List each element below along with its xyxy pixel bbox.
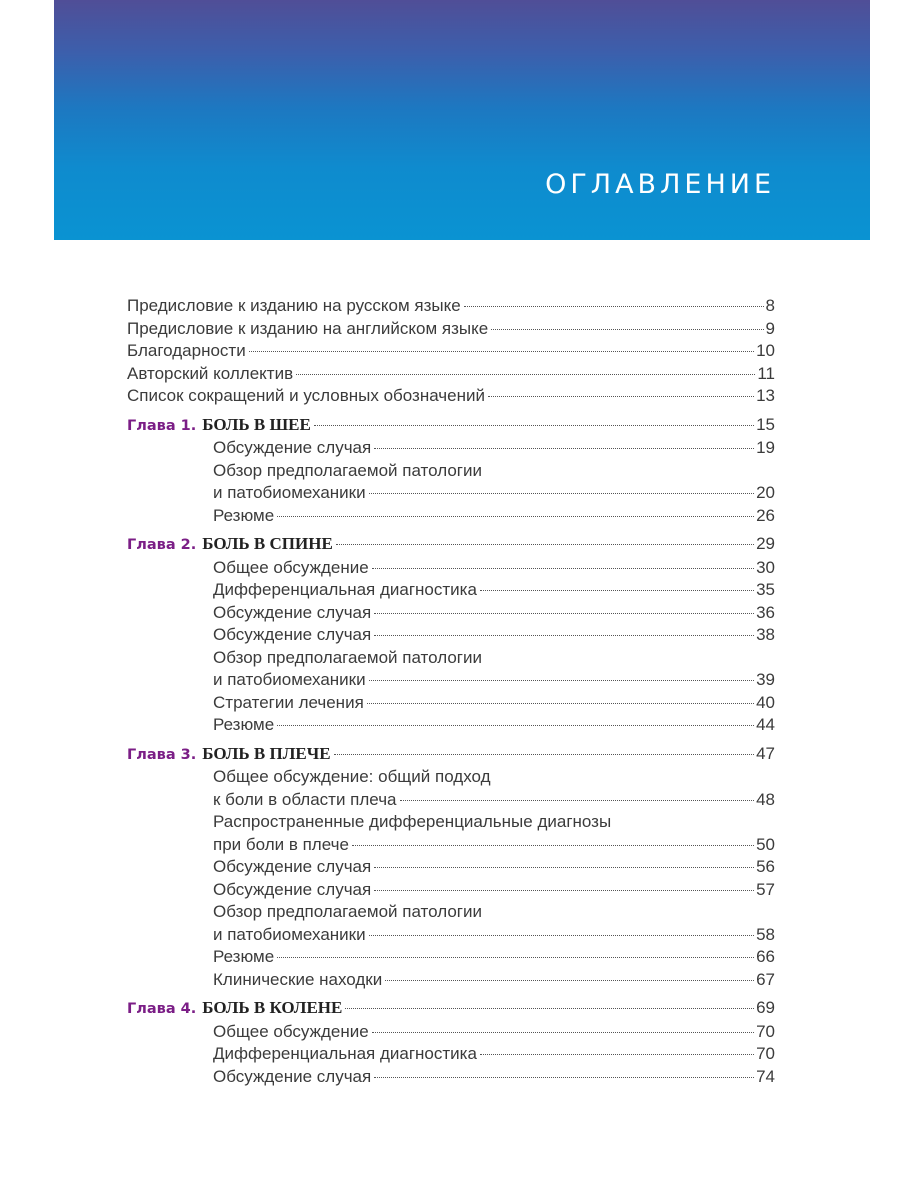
dot-leader [277, 957, 754, 958]
toc-subentry[interactable] [127, 789, 775, 812]
page-number: 8 [765, 296, 775, 315]
page-number: 58 [756, 924, 775, 944]
chapter-group [127, 997, 775, 1088]
chapter-number: Глава 1. [127, 417, 197, 434]
toc-subentry[interactable] [127, 879, 775, 902]
toc-subentry[interactable] [127, 624, 775, 647]
chapter-title: БОЛЬ В ШЕЕ [202, 414, 311, 434]
toc-subentry[interactable] [127, 856, 775, 879]
toc-entry[interactable] [127, 295, 775, 318]
dot-leader [374, 890, 754, 891]
toc-entry-label: Обсуждение случая [213, 1066, 372, 1086]
toc-entry-label: Обсуждение случая [213, 857, 372, 876]
dot-leader [464, 306, 764, 307]
dot-leader [345, 1008, 754, 1009]
toc-subentry[interactable] [127, 946, 775, 969]
page-number: 15 [756, 414, 775, 434]
chapter-heading [127, 533, 333, 557]
dot-leader [249, 351, 754, 352]
page-number: 74 [756, 1066, 775, 1086]
toc-subentry[interactable] [127, 1066, 775, 1089]
page-number: 57 [756, 879, 775, 899]
dot-leader [374, 448, 754, 449]
toc-entry-label: Предисловие к изданию на русском языке [127, 296, 461, 315]
page-number: 13 [756, 386, 775, 405]
page-number: 47 [756, 743, 775, 763]
dot-leader [277, 725, 754, 726]
chapter-title: БОЛЬ В КОЛЕНЕ [202, 998, 343, 1017]
toc-subentry[interactable] [127, 437, 775, 460]
chapter-title: БОЛЬ В СПИНЕ [202, 534, 333, 553]
page-number: 30 [756, 557, 775, 577]
page-number: 36 [756, 602, 775, 622]
toc-subentry[interactable] [127, 1021, 775, 1044]
toc-entry-label: Общее обсуждение [213, 557, 369, 577]
page-number: 69 [756, 998, 775, 1017]
dot-leader [367, 703, 754, 704]
dot-leader [488, 396, 754, 397]
toc-entry-label: Обсуждение случая [213, 625, 372, 644]
page-number: 11 [757, 363, 775, 383]
page-number: 26 [756, 505, 775, 525]
chapter-heading [127, 743, 331, 767]
toc-entry-label: и патобиомеханики [213, 483, 366, 502]
page-number: 38 [756, 625, 775, 644]
toc-entry-label: Резюме [213, 947, 275, 966]
toc-subentry[interactable] [127, 505, 775, 528]
toc-subentry[interactable] [127, 714, 775, 737]
table-of-contents [127, 295, 775, 1088]
dot-leader [374, 1077, 754, 1078]
dot-leader [277, 516, 754, 517]
toc-subentry[interactable] [127, 692, 775, 715]
toc-entry-label: Стратегии лечения [213, 692, 364, 712]
toc-subentry[interactable] [127, 669, 775, 692]
dot-leader [374, 867, 754, 868]
toc-entry[interactable] [127, 340, 775, 363]
toc-entry-label: Клинические находки [213, 969, 383, 989]
toc-subentry[interactable] [127, 969, 775, 992]
page-number: 40 [756, 692, 775, 712]
header-banner [54, 0, 870, 240]
toc-entry[interactable] [127, 385, 775, 408]
chapter-group [127, 533, 775, 737]
toc-entry-label: Обсуждение случая [213, 879, 372, 899]
dot-leader [385, 980, 754, 981]
toc-entry-label: Благодарности [127, 341, 246, 360]
toc-subentry[interactable] [127, 924, 775, 947]
page-number: 70 [756, 1044, 775, 1063]
page-number: 66 [756, 947, 775, 966]
toc-entry-label: и патобиомеханики [213, 670, 366, 689]
page-number: 20 [756, 483, 775, 502]
dot-leader [369, 680, 754, 681]
page-title: ОГЛАВЛЕНИЕ [545, 169, 775, 200]
chapter-group [127, 414, 775, 528]
chapter-heading [127, 414, 311, 438]
toc-entry-label: Список сокращений и условных обозначений [127, 386, 485, 405]
toc-subentry[interactable] [127, 579, 775, 602]
page-number: 19 [756, 438, 775, 457]
toc-entry-label: к боли в области плеча [213, 789, 397, 809]
toc-entry-label: Авторский коллектив [127, 363, 294, 383]
dot-leader [296, 374, 755, 375]
page-number: 67 [756, 969, 775, 989]
chapter-number: Глава 3. [127, 746, 197, 763]
page-number: 48 [756, 789, 775, 809]
toc-subentry-line[interactable]: Обзор предполагаемой патологии [213, 647, 482, 667]
toc-entry-label: Дифференциальная диагностика [213, 580, 477, 599]
toc-entry[interactable] [127, 318, 775, 341]
dot-leader [334, 754, 755, 755]
toc-entry[interactable] [127, 363, 775, 386]
page-number: 29 [756, 534, 775, 553]
dot-leader [372, 568, 754, 569]
chapter-entry[interactable] [127, 414, 775, 438]
chapter-entry[interactable] [127, 997, 775, 1021]
chapter-entry[interactable] [127, 533, 775, 557]
toc-subentry-line[interactable]: Обзор предполагаемой патологии [213, 902, 482, 921]
toc-entry-label: при боли в плече [213, 834, 349, 854]
dot-leader [480, 1054, 754, 1055]
toc-subentry-line[interactable]: Обзор предполагаемой патологии [213, 460, 482, 480]
page-number: 70 [756, 1021, 775, 1041]
toc-entry-label: Общее обсуждение [213, 1021, 369, 1041]
dot-leader [372, 1032, 754, 1033]
dot-leader [400, 800, 755, 801]
dot-leader [369, 493, 754, 494]
page-number: 50 [756, 834, 775, 854]
page-number: 35 [756, 580, 775, 599]
toc-entry-label: Обсуждение случая [213, 438, 372, 457]
dot-leader [314, 425, 754, 426]
dot-leader [374, 613, 754, 614]
dot-leader [336, 544, 754, 545]
toc-entry-label: Обсуждение случая [213, 602, 372, 622]
toc-subentry-line[interactable]: Распространенные дифференциальные диагнозы [213, 812, 612, 831]
dot-leader [480, 590, 754, 591]
toc-subentry-line[interactable]: Общее обсуждение: общий подход [213, 767, 491, 786]
page-number: 39 [756, 670, 775, 689]
toc-entry-label: Резюме [213, 505, 275, 525]
page-number: 9 [765, 318, 775, 338]
toc-entry-label: и патобиомеханики [213, 924, 366, 944]
chapter-heading [127, 997, 342, 1021]
dot-leader [369, 935, 754, 936]
toc-subentry[interactable] [127, 1043, 775, 1066]
dot-leader [374, 635, 754, 636]
toc-entry-label: Предисловие к изданию на английском языке [127, 318, 489, 338]
dot-leader [491, 329, 763, 330]
toc-subentry[interactable] [127, 602, 775, 625]
toc-entry-label: Резюме [213, 715, 275, 734]
chapter-group [127, 743, 775, 992]
toc-subentry[interactable] [127, 557, 775, 580]
toc-entry-label: Дифференциальная диагностика [213, 1044, 477, 1063]
chapter-number: Глава 2. [127, 537, 197, 553]
page-number: 56 [756, 857, 775, 876]
chapter-number: Глава 4. [127, 1001, 197, 1017]
chapter-title: БОЛЬ В ПЛЕЧЕ [202, 743, 331, 763]
dot-leader [352, 845, 754, 846]
toc-subentry[interactable] [127, 834, 775, 857]
page-number: 10 [756, 341, 775, 360]
toc-subentry[interactable] [127, 482, 775, 505]
chapter-entry[interactable] [127, 743, 775, 767]
page-number: 44 [756, 715, 775, 734]
